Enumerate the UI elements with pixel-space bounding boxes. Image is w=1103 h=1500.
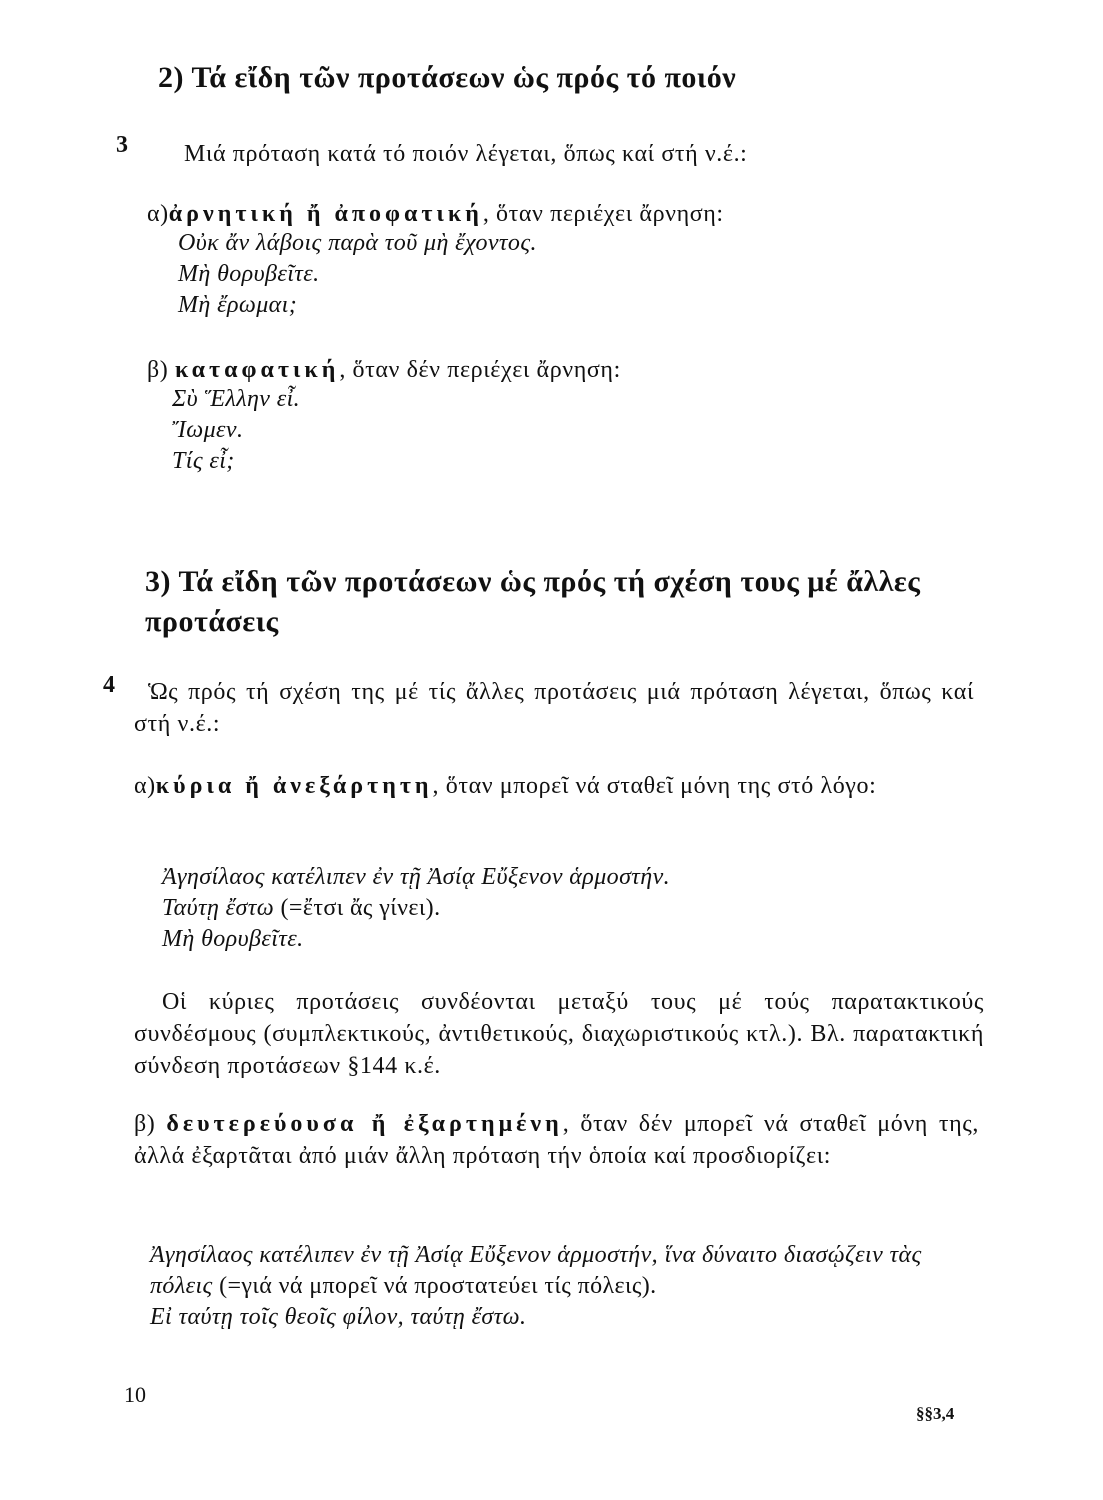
examples-block bbox=[162, 862, 670, 955]
definition: , ὅταν περιέχει ἄρνηση: bbox=[482, 201, 724, 227]
definition: , ὅταν μπορεῖ νά σταθεῖ μόνη της στό λόγο: bbox=[432, 773, 877, 799]
subsection-b bbox=[134, 1108, 979, 1172]
subsection-a bbox=[147, 198, 724, 230]
term: ἀρνητική ἤ ἀποφατική bbox=[168, 201, 483, 227]
example-line: Μὴ ἔρωμαι; bbox=[178, 292, 298, 318]
paragraph-intro: Μιά πρόταση κατά τό ποιόν λέγεται, ὅπως καί στή ν.έ.: bbox=[184, 141, 748, 167]
examples-block bbox=[172, 384, 300, 477]
example-line bbox=[162, 893, 670, 924]
example-line: Ἀγησίλαος κατέλιπεν ἐν τῇ Ἀσίᾳ Εὔξενον ἁρμοστήν. bbox=[162, 864, 671, 890]
example-line: Ἴωμεν. bbox=[172, 417, 244, 443]
example-text: Ἀγησίλαος κατέλιπεν ἐν τῇ Ἀσίᾳ Εὔξενον ἁρμοστήν, ἵνα δύναιτο διασῴζειν τὰς πόλεις bbox=[150, 1242, 922, 1299]
gloss: (=γιά νά μπορεῖ νά προστατεύει τίς πόλεις). bbox=[212, 1273, 657, 1299]
term: καταφατική bbox=[175, 357, 340, 383]
marker: α) bbox=[134, 773, 156, 799]
example-paragraph bbox=[150, 1240, 970, 1333]
section-reference: §§3,4 bbox=[916, 1404, 955, 1423]
subsection-a bbox=[134, 770, 984, 802]
example-text: Ταύτῃ ἔστω bbox=[162, 895, 275, 921]
gloss: (=ἔτσι ἄς γίνει). bbox=[274, 895, 441, 921]
example-text: Εἰ ταύτῃ τοῖς θεοῖς φίλον, ταύτῃ ἔστω. bbox=[150, 1304, 527, 1330]
paragraph-number: 4 bbox=[103, 672, 115, 698]
example-line: Τίς εἶ; bbox=[172, 448, 235, 474]
paragraph-number: 3 bbox=[116, 132, 128, 158]
term: κύρια ἤ ἀνεξάρτητη bbox=[155, 773, 433, 799]
definition: , ὅταν δέν περιέχει ἄρνηση: bbox=[339, 357, 621, 383]
definition: , ὅταν δέν μπορεῖ νά σταθεῖ μόνη της, ἀλλά ἐξαρτᾶται ἀπό μιάν ἄλλη πρόταση τήν ὁποία καί προσδιορίζει: bbox=[134, 1111, 979, 1169]
example-line: Μὴ θορυβεῖτε. bbox=[162, 926, 304, 952]
example-line: Οὐκ ἄν λάβοις παρὰ τοῦ μὴ ἔχοντος. bbox=[178, 230, 537, 256]
page-number: 10 bbox=[124, 1382, 146, 1407]
examples-block bbox=[178, 228, 537, 321]
section-heading-2: 2) Τά εἴδη τῶν προτάσεων ὡς πρός τό ποιόν bbox=[158, 61, 737, 94]
note-paragraph: Οἱ κύριες προτάσεις συνδέονται μεταξύ τους μέ τούς παρατακτικούς συνδέσμους (συμπλεκτικούς, ἀντιθετικούς, διαχωριστικούς κτλ.). Βλ. παρατακτική σύνδεση προτάσεων §144 κ.έ. bbox=[134, 989, 984, 1079]
marker: β) bbox=[147, 357, 169, 383]
term: δευτερεύουσα ἤ ἐξαρτημένη bbox=[166, 1111, 563, 1137]
marker: α) bbox=[147, 201, 169, 227]
paragraph-intro: Ὡς πρός τή σχέση της μέ τίς ἄλλες προτάσεις μιά πρόταση λέγεται, ὅπως καί στή ν.έ.: bbox=[134, 679, 974, 737]
marker: β) bbox=[134, 1111, 156, 1137]
subsection-b bbox=[147, 354, 621, 386]
example-line: Μὴ θορυβεῖτε. bbox=[178, 261, 320, 287]
section-heading-3: 3) Τά εἴδη τῶν προτάσεων ὡς πρός τή σχέση τους μέ ἄλλες προτάσεις bbox=[145, 565, 921, 638]
example-line: Σὺ Ἕλλην εἶ. bbox=[172, 386, 301, 412]
